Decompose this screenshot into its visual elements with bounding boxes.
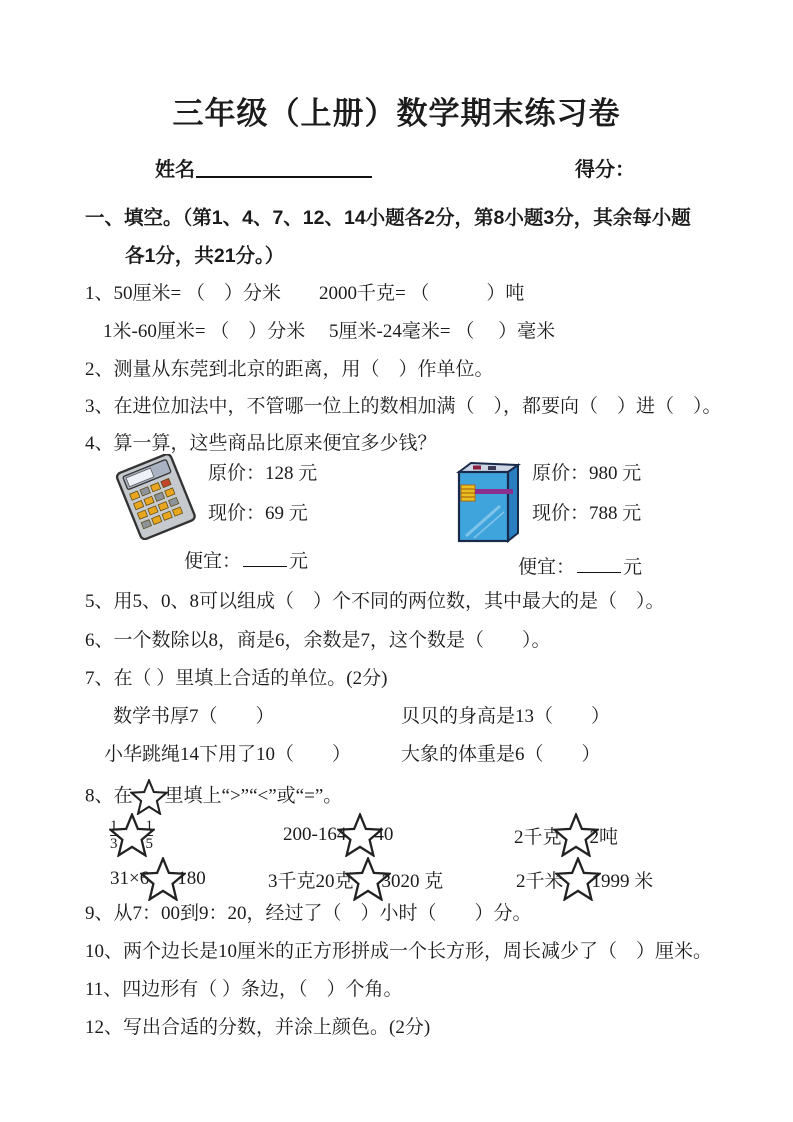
calculator-icon: [108, 454, 202, 540]
original-price: 原价：128 元: [208, 463, 318, 484]
section-heading-line-1: 一、填空。（第1、4、7、12、14小题各2分，第8小题3分，其余每小题: [85, 207, 691, 229]
fraction-left: $\frac{1}{3}$: [110, 817, 118, 852]
comparison-km-m: 2千米 1999 米: [516, 854, 653, 904]
question-3: 3、在进位加法中，不管哪一位上的数相加满（ ），都要向（ ）进（ ）。: [85, 396, 722, 417]
name-score-row: [0, 150, 793, 184]
question-8-row-2: [0, 854, 793, 904]
fraction-right: $\frac{1}{5}$: [145, 817, 153, 852]
question-11: 11、四边形有（ ）条边，（ ）个角。: [85, 979, 403, 1000]
product-card-calculator: [108, 454, 317, 573]
question-1-line-2: 1米-60厘米= （ ）分米 5厘米-24毫米= （ ）毫米: [103, 321, 556, 342]
question-7: 7、在（ ）里填上合适的单位。(2分): [85, 668, 388, 689]
cheaper-line: [184, 546, 317, 573]
unit-label: 元: [623, 557, 643, 578]
unit-label: 元: [289, 551, 309, 572]
question-7-item-2: 贝贝的身高是13（ ）: [401, 706, 611, 727]
comparison-grams: 3千克20克 3020 克: [268, 854, 443, 904]
question-4: 4、算一算，这些商品比原来便宜多少钱？: [85, 433, 437, 454]
question-7-item-3: 小华跳绳14下用了10（ ）: [104, 744, 352, 765]
answer-blank: [577, 556, 621, 573]
question-8-suffix: 里填上“>”“<”或“=”。: [164, 785, 343, 807]
comparison-subtraction: 200-164 40: [283, 810, 393, 860]
name-label: 姓名: [155, 159, 195, 181]
cheaper-line: [518, 552, 642, 579]
section-heading-line-2: 各1分，共21分。）: [125, 245, 285, 267]
question-5: 5、用5、0、8可以组成（ ）个不同的两位数，其中最大的是（ ）。: [85, 591, 665, 612]
name-blank-line: [196, 150, 372, 178]
product-card-cabinet: [452, 454, 642, 579]
question-2: 2、测量从东莞到北京的距离，用（ ）作单位。: [85, 359, 494, 380]
original-price: 原价：980 元: [532, 463, 642, 484]
comparison-multiplication: 31×6 180: [110, 854, 206, 904]
question-7-item-1: 数学书厚7（ ）: [113, 706, 275, 727]
score-label: 得分：: [575, 159, 635, 181]
question-4-products: [0, 454, 793, 578]
comparison-kg-ton: 2千克 2吨: [514, 810, 618, 860]
question-12: 12、写出合适的分数，并涂上颜色。(2分): [85, 1017, 431, 1038]
answer-blank: [243, 550, 287, 567]
current-price: 现价：788 元: [532, 503, 642, 524]
question-8-row-1: [0, 810, 793, 860]
current-price: 现价：69 元: [208, 503, 308, 524]
cheaper-label: 便宜：: [184, 551, 242, 572]
cabinet-icon: [452, 454, 522, 546]
page-title: 三年级（上册）数学期末练习卷: [172, 96, 621, 131]
question-9: 9、从7：00到9：20，经过了（ ）小时（ ）分。: [85, 903, 532, 924]
cheaper-label: 便宜：: [518, 557, 576, 578]
question-6: 6、一个数除以8，商是6，余数是7，这个数是（ ）。: [85, 630, 551, 651]
question-10: 10、两个边长是10厘米的正方形拼成一个长方形，周长减少了（ ）厘米。: [85, 941, 713, 962]
question-1-line-1: 1、50厘米= （ ）分米 2000千克= （ ）吨: [85, 283, 525, 304]
question-8-prefix: 8、在: [85, 785, 133, 807]
comparison-fractions: [110, 810, 153, 860]
question-7-item-4: 大象的体重是6（ ）: [401, 744, 601, 765]
